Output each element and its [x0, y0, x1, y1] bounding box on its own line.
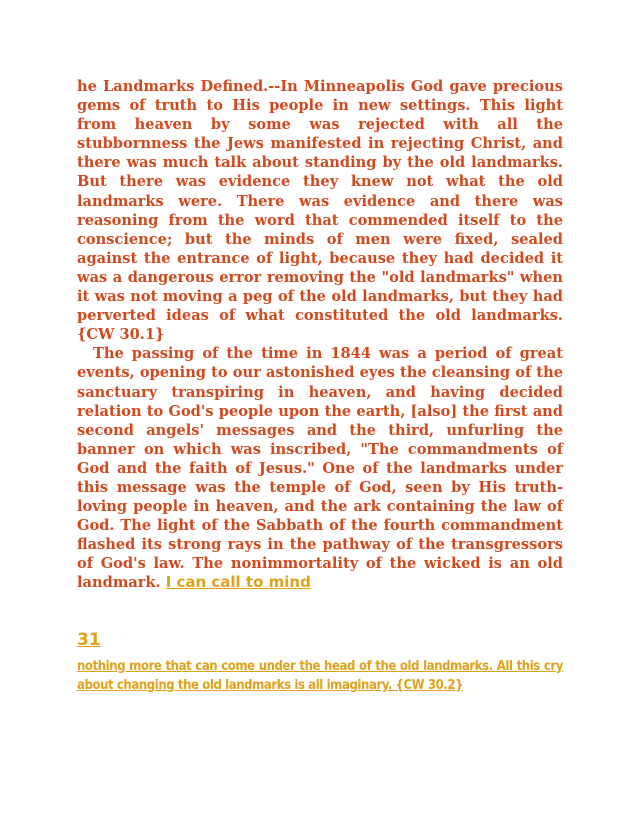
continuation-link[interactable]: I can call to mind: [165, 573, 311, 592]
paragraph-landmarks-defined: he Landmarks Defined.--In Minneapolis God gave precious gems of truth to His people in new settings. This light from heaven by some was rejected with all the stubbornness the Jews manifested in rejecting Christ, and there was much talk about standing by the old landmarks. But there was evidence they knew not what the old landmarks were. There was evidence and there was reasoning from the word that commended itself to the conscience; but the minds of men were fixed, sealed against the entrance of light, because they had decided it was a dangerous error removing the "old landmarks" when it was not moving a peg of the old landmarks, but they had perverted ideas of what constituted the old landmarks. {CW 30.1}: [77, 78, 563, 344]
paragraph-1844: [77, 344, 563, 592]
continuation-paragraph[interactable]: nothing more that can come under the head of the old landmarks. All this cry about changing the old landmarks is all imaginary. {CW 30.2}: [77, 658, 563, 694]
page-number[interactable]: 31: [77, 629, 101, 650]
document-page: [77, 77, 563, 696]
paragraph-1844-text: The passing of the time in 1844 was a period of great events, opening to our astonished eyes the cleansing of the sanctuary transpiring in heaven, and having decided relation to God's people upon the earth, [also] the first and second angels' messages and the third, unfurling the banner on which was inscribed, "The commandments of God and the faith of Jesus." One of the landmarks under this message was the temple of God, seen by His truth-loving people in heaven, and the ark containing the law of God. The light of the Sabbath of the fourth commandment flashed its strong rays in the pathway of the transgressors of God's law. The nonimmortality of the wicked is an old landmark.: [77, 345, 563, 592]
